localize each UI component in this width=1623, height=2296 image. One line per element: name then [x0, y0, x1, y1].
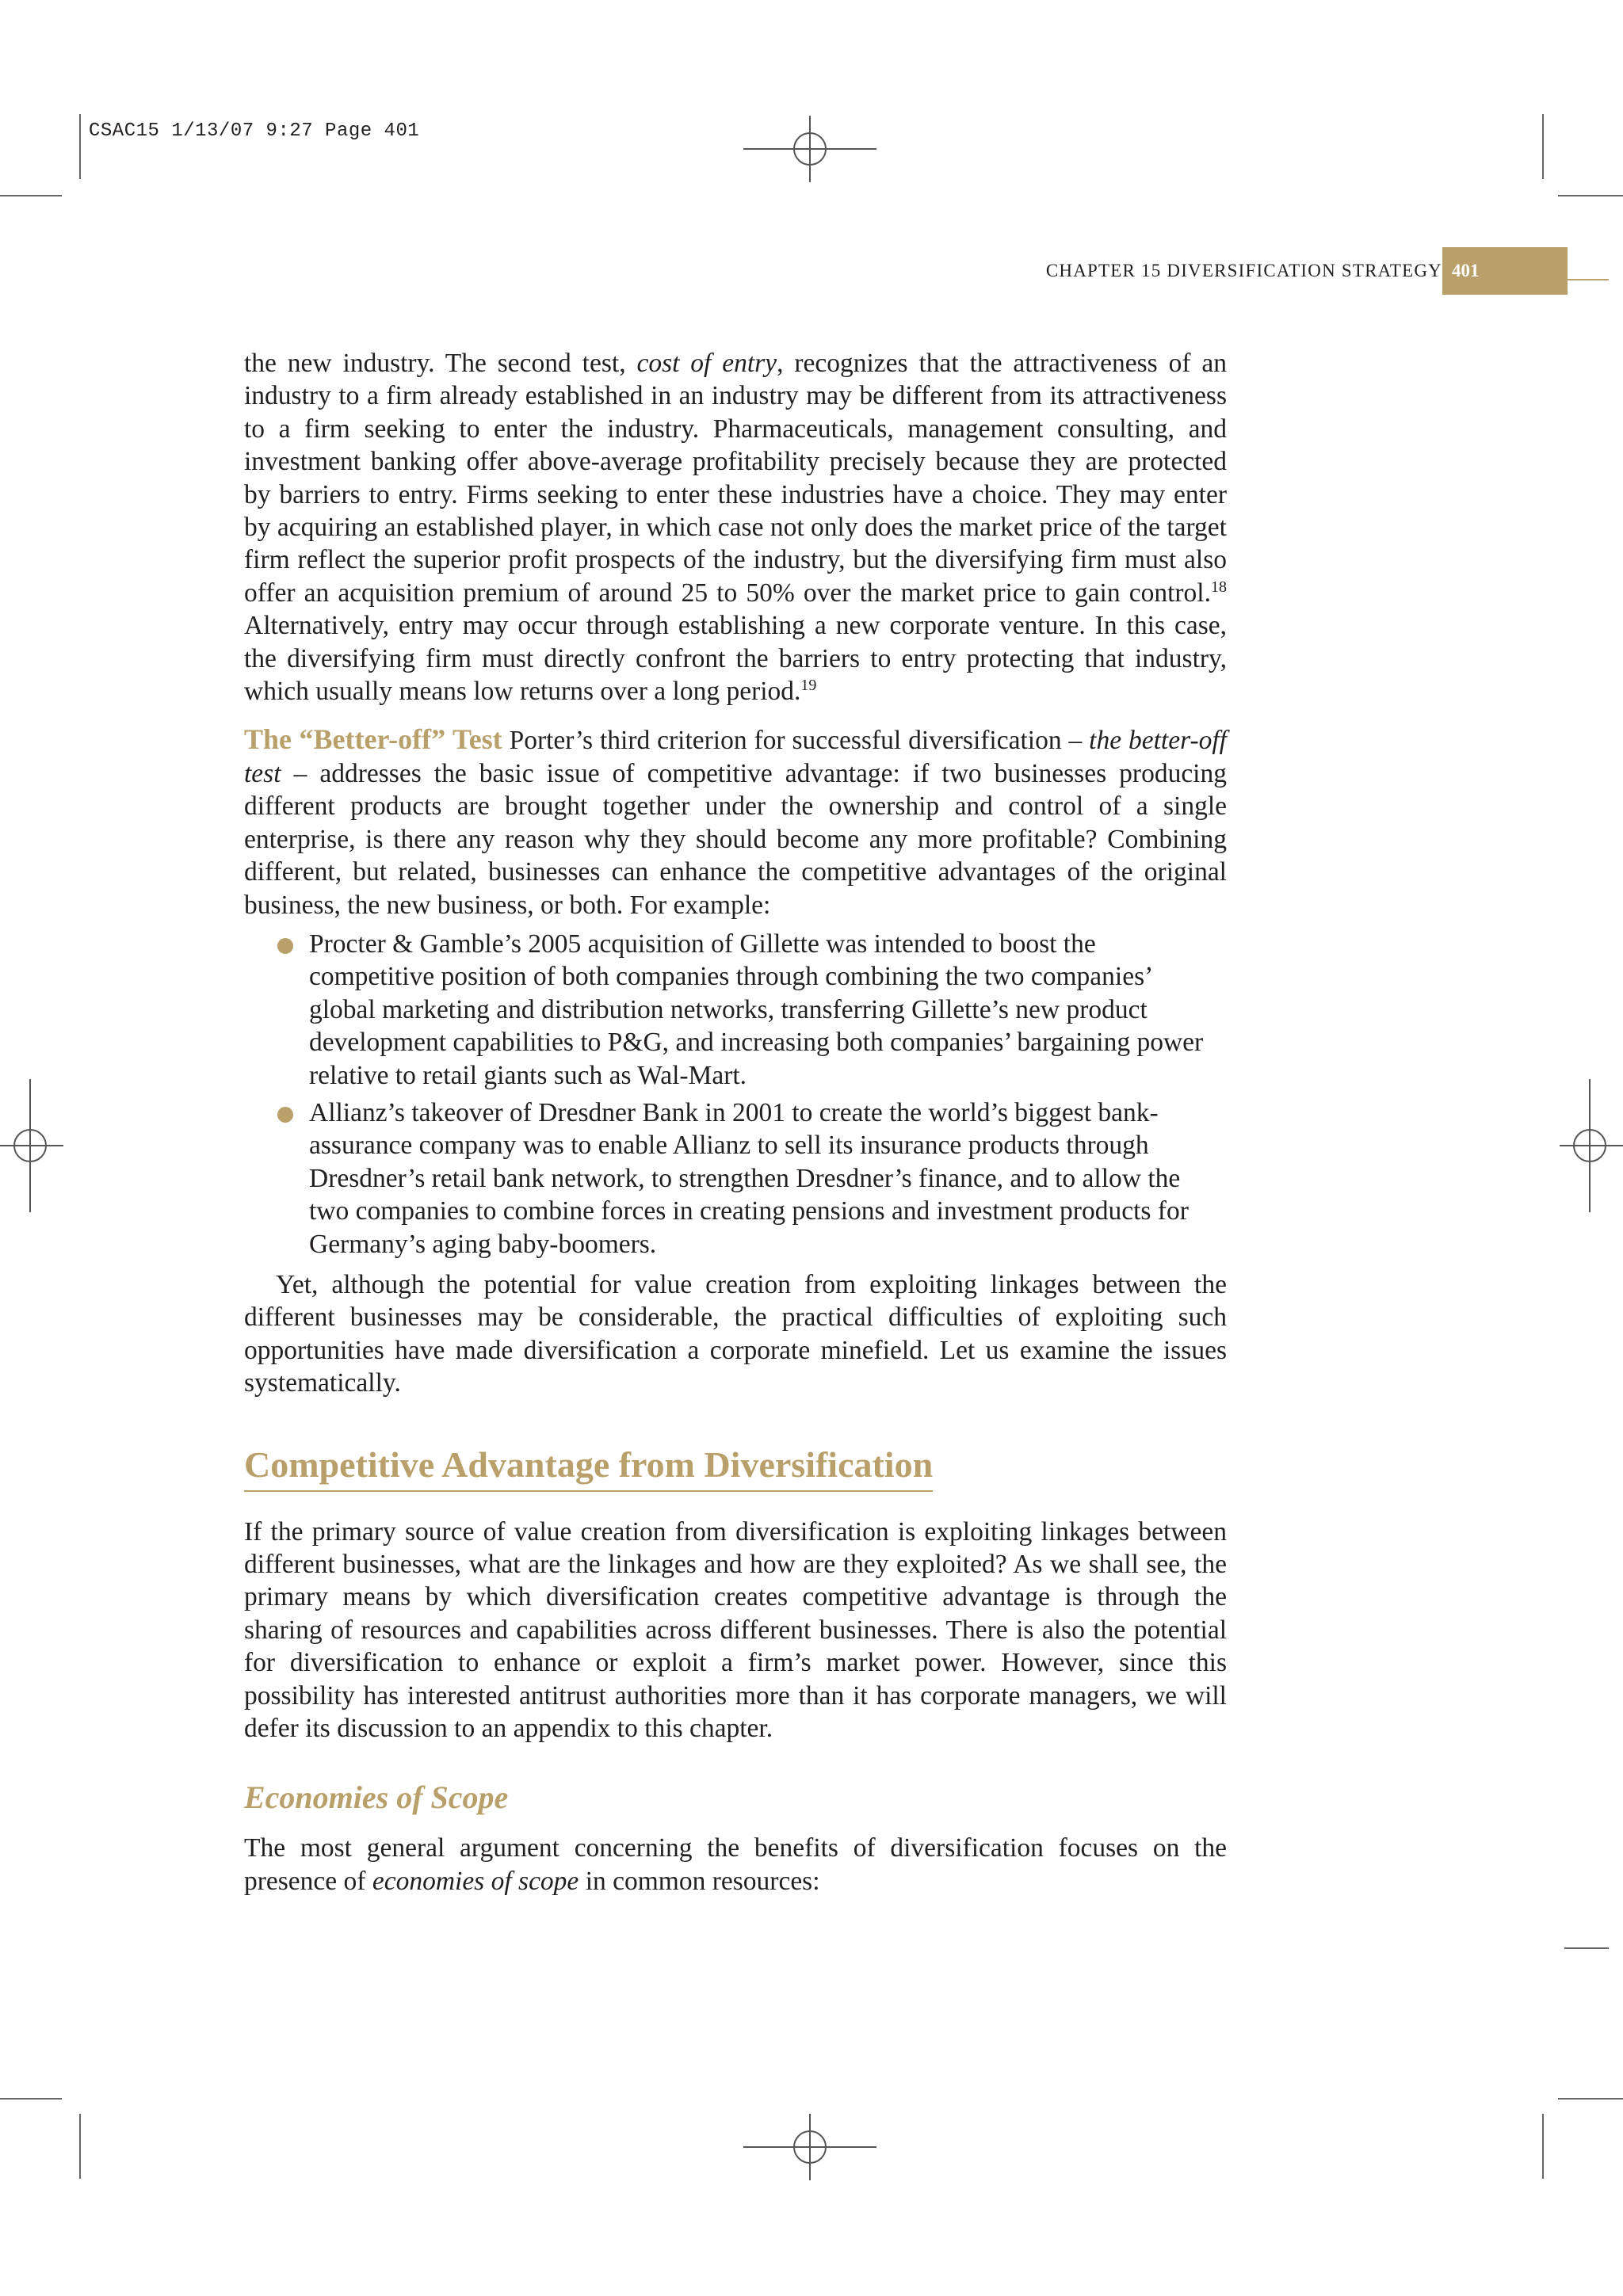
paragraph-cost-of-entry	[244, 347, 1227, 707]
section-heading: Competitive Advantage from Diversification	[244, 1443, 933, 1492]
list-item-text: Procter & Gamble’s 2005 acquisition of Gillette was intended to boost the competitive position of both companies through combining the two companies’ global marketing and distribution networks, transferring Gillette’s new product development capabilities to P&G, and increasing both companies’ bargaining power relative to retail giants such as Wal-Mart.	[309, 929, 1204, 1090]
paragraph-economies-of-scope	[244, 1832, 1227, 1897]
text-run: Alternatively, entry may occur through establishing a new corporate venture. In this case, the diversifying firm must directly confront the barriers to entry protecting that industry, which usually means low returns over a long period.	[244, 611, 1227, 707]
term-better-off-test: the better-off test	[244, 726, 1227, 788]
page-number: 401	[1442, 247, 1568, 295]
text-run: , recognizes that the attractiveness of an industry to a firm already established in an industry may be different from its attractiveness to a firm seeking to enter the industry. Pharmaceuticals, management consulting, and investment banking offer above-average profitability precisely because they are protected by barriers to entry. Firms seeking to enter these industries have a choice. They may enter by acquiring an established player, in which case not only does the market price of the target firm reflect the superior profit prospects of the industry, but the diversifying firm must also offer an acquisition premium of around 25 to 50% over the market price to gain control.	[244, 349, 1227, 608]
running-head: CHAPTER 15 DIVERSIFICATION STRATEGY	[1045, 261, 1442, 280]
registration-mark-left	[0, 1079, 63, 1212]
text-run: The most general argument concerning the benefits of diversification focuses on the presence of	[244, 1833, 1227, 1896]
paragraph-better-off-test	[244, 723, 1227, 921]
crop-mark-bottom-left-v	[79, 2114, 81, 2179]
bullet-icon	[277, 938, 293, 954]
subsection-heading: Economies of Scope	[244, 1779, 509, 1816]
text-run: Porter’s third criterion for successful diversification –	[502, 726, 1090, 756]
term-economies-of-scope: economies of scope	[372, 1866, 579, 1896]
crop-mark-top-right-h	[1558, 195, 1623, 196]
paragraph-yet-although: Yet, although the potential for value creation from exploiting linkages between the different businesses may be considerable, the practical difficulties of exploiting such opportunities have made diversification a corporate minefield. Let us examine the issues systematically.	[244, 1269, 1227, 1398]
term-cost-of-entry: cost of entry	[636, 349, 777, 378]
crop-mark-bottom-left-h	[0, 2098, 62, 2100]
registration-mark-right	[1560, 1079, 1623, 1212]
registration-mark-bottom	[743, 2114, 876, 2180]
crop-mark-top-left-h	[0, 195, 62, 196]
crop-mark-top-left-v	[79, 114, 81, 179]
crop-mark-top-right-v	[1542, 114, 1544, 179]
body-column	[244, 347, 1227, 1897]
folio-rule	[1568, 279, 1609, 280]
crop-mark-bottom-right-h	[1558, 2098, 1623, 2100]
text-run: the new industry. The second test,	[244, 349, 637, 378]
paragraph-primary-source: If the primary source of value creation from diversification is exploiting linkages between different businesses, what are the linkages and how are they exploited? As we shall see, the primary means by which diversification creates competitive advantage is through the sharing of resources and capabilities across different businesses. There is also the potential for diversification to enhance or exploit a firm’s market power. However, since this possibility has interested antitrust authorities more than it has corporate managers, we will defer its discussion to an appendix to this chapter.	[244, 1516, 1227, 1744]
text-run: – addresses the basic issue of competitive advantage: if two businesses producing different products are brought together under the ownership and control of a single enterprise, is there any reason why they should become any more profitable? Combining different, but related, businesses can enhance the competitive advantages of the original business, the new business, or both. For example:	[244, 758, 1227, 920]
crop-mark-bottom-right-v	[1542, 2114, 1544, 2179]
run-in-heading-better-off-test: The “Better-off” Test	[244, 723, 502, 756]
example-list	[244, 928, 1227, 1261]
list-item	[309, 1097, 1212, 1261]
footnote-ref-19: 19	[800, 676, 817, 694]
list-item-text: Allianz’s takeover of Dresdner Bank in 2001 to create the world’s biggest bank-assurance company was to enable Allianz to sell its insurance products through Dresdner’s retail bank network, to strengthen Dresdner’s finance, and to allow the two companies to combine forces in creating pensions and investment products for Germany’s aging baby-boomers.	[309, 1097, 1189, 1259]
registration-mark-top	[743, 116, 876, 182]
printer-slug: CSAC15 1/13/07 9:27 Page 401	[89, 120, 420, 142]
list-item	[309, 928, 1212, 1092]
margin-tick-right	[1564, 1947, 1609, 1949]
text-run: in common resources:	[579, 1866, 820, 1896]
bullet-icon	[277, 1107, 293, 1123]
footnote-ref-18: 18	[1211, 578, 1227, 596]
